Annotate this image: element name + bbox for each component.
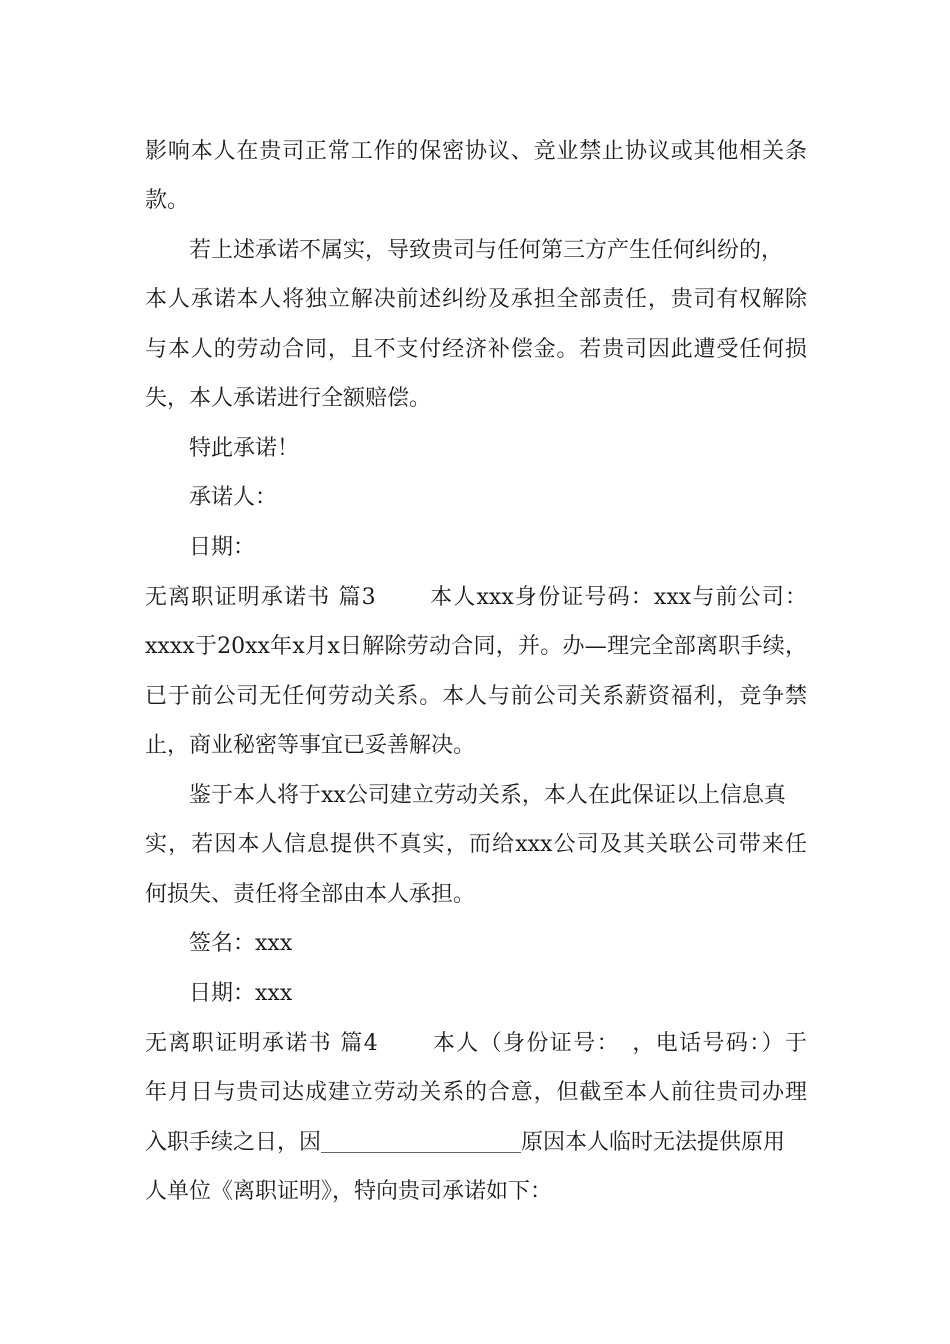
paragraph-line: 与本人的劳动合同，且不支付经济补偿金。若贵司因此遭受任何损 bbox=[145, 337, 807, 362]
paragraph-line: 若上述承诺不属实，导致贵司与任何第三方产生任何纠纷的， bbox=[189, 238, 784, 263]
paragraph-line bbox=[145, 1128, 785, 1158]
signature-line: 签名：xxx bbox=[189, 931, 293, 956]
paragraph-line: 已于前公司无任何劳动关系。本人与前公司关系薪资福利，竞争禁 bbox=[145, 684, 807, 709]
section-3-heading-line: 无离职证明承诺书 篇3 本人xxx身份证号码：xxx与前公司： bbox=[145, 585, 807, 610]
date-line: 日期： bbox=[189, 535, 256, 560]
promisor-line: 承诺人： bbox=[189, 485, 278, 510]
paragraph-line: 款。 bbox=[145, 188, 190, 213]
paragraph-line: 人单位《离职证明》，特向贵司承诺如下： bbox=[145, 1179, 553, 1204]
paragraph-line: 失，本人承诺进行全额赔偿。 bbox=[145, 386, 432, 411]
paragraph-line: 实，若因本人信息提供不真实，而给xxx公司及其关联公司带来任 bbox=[145, 832, 807, 857]
paragraph-text: 原因本人临时无法提供原用 bbox=[521, 1130, 786, 1155]
section-4-heading-line: 无离职证明承诺书 篇4 本人（身份证号： ，电话号码：）于 bbox=[145, 1031, 807, 1056]
date-line: 日期：xxx bbox=[189, 981, 293, 1006]
paragraph-line: xxxx于20xx年x月x日解除劳动合同，并。办—理完全部离职手续， bbox=[145, 634, 807, 659]
paragraph-line: 影响本人在贵司正常工作的保密协议、竞业禁止协议或其他相关条 bbox=[145, 139, 807, 164]
paragraph-line: 鉴于本人将于xx公司建立劳动关系，本人在此保证以上信息真 bbox=[189, 783, 786, 808]
paragraph-text: 入职手续之日，因 bbox=[145, 1130, 322, 1155]
paragraph-line: 年月日与贵司达成建立劳动关系的合意，但截至本人前往贵司办理 bbox=[145, 1080, 807, 1105]
paragraph-line: 何损失、责任将全部由本人承担。 bbox=[145, 882, 476, 907]
paragraph-line: 本人承诺本人将独立解决前述纠纷及承担全部责任，贵司有权解除 bbox=[145, 287, 807, 312]
paragraph-line: 止，商业秘密等事宜已妥善解决。 bbox=[145, 733, 476, 758]
fill-in-blank bbox=[321, 1130, 521, 1153]
hereby-line: 特此承诺！ bbox=[189, 436, 300, 461]
